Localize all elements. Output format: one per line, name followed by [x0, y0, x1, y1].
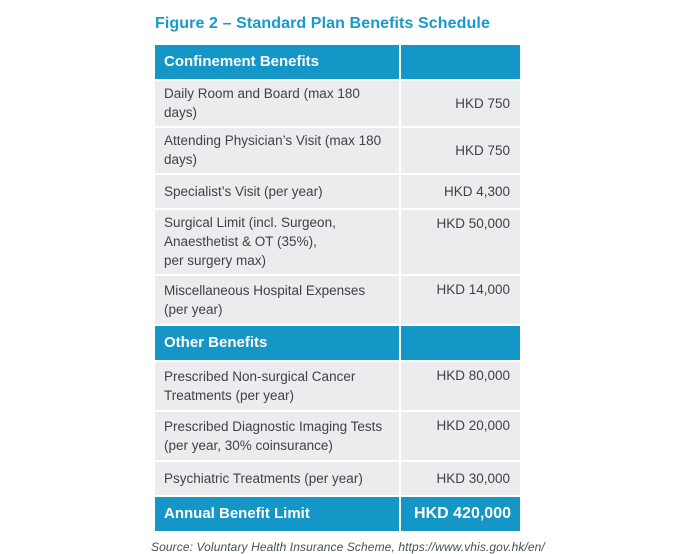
table-row-miscellaneous-hospital-expenses [155, 276, 520, 324]
benefit-value: HKD 750 [401, 128, 520, 173]
figure-title: Figure 2 – Standard Plan Benefits Schedule [155, 15, 490, 32]
table-row-attending-physician-visit [155, 128, 520, 173]
table-row-prescribed-diagnostic-imaging [155, 412, 520, 460]
benefit-value: HKD 4,300 [401, 175, 520, 208]
section-header-label: Other Benefits [155, 326, 399, 360]
source-note: Source: Voluntary Health Insurance Scheme, https://www.vhis.gov.hk/en/ [151, 540, 545, 554]
table-row-daily-room-and-board [155, 81, 520, 126]
annual-benefit-limit-value: HKD 420,000 [401, 497, 520, 531]
footer-row-annual-benefit-limit [155, 497, 520, 531]
benefit-value: HKD 30,000 [401, 462, 520, 495]
benefit-label: Miscellaneous Hospital Expenses (per year) [155, 276, 399, 324]
benefit-value: HKD 80,000 [401, 362, 520, 410]
benefit-label: Prescribed Diagnostic Imaging Tests (per year, 30% coinsurance) [155, 412, 399, 460]
benefit-label: Daily Room and Board (max 180 days) [155, 81, 399, 126]
section-header-value-spacer [401, 45, 520, 79]
table-row-surgical-limit [155, 210, 520, 274]
table-row-psychiatric-treatments [155, 462, 520, 495]
benefits-table [155, 45, 520, 531]
benefit-value: HKD 50,000 [401, 210, 520, 274]
section-header-label: Confinement Benefits [155, 45, 399, 79]
benefit-label: Surgical Limit (incl. Surgeon, Anaesthetist & OT (35%), per surgery max) [155, 210, 399, 274]
benefit-label: Specialist’s Visit (per year) [155, 175, 399, 208]
annual-benefit-limit-label: Annual Benefit Limit [155, 497, 399, 531]
table-row-prescribed-non-surgical-cancer [155, 362, 520, 410]
benefit-label: Attending Physician’s Visit (max 180 days) [155, 128, 399, 173]
benefit-value: HKD 750 [401, 81, 520, 126]
section-header-other-benefits [155, 326, 520, 360]
benefit-value: HKD 14,000 [401, 276, 520, 324]
benefit-label: Psychiatric Treatments (per year) [155, 462, 399, 495]
table-row-specialist-visit [155, 175, 520, 208]
benefit-label: Prescribed Non-surgical Cancer Treatments (per year) [155, 362, 399, 410]
benefit-value: HKD 20,000 [401, 412, 520, 460]
section-header-value-spacer [401, 326, 520, 360]
section-header-confinement-benefits [155, 45, 520, 79]
figure-2-benefits-schedule [151, 14, 545, 554]
